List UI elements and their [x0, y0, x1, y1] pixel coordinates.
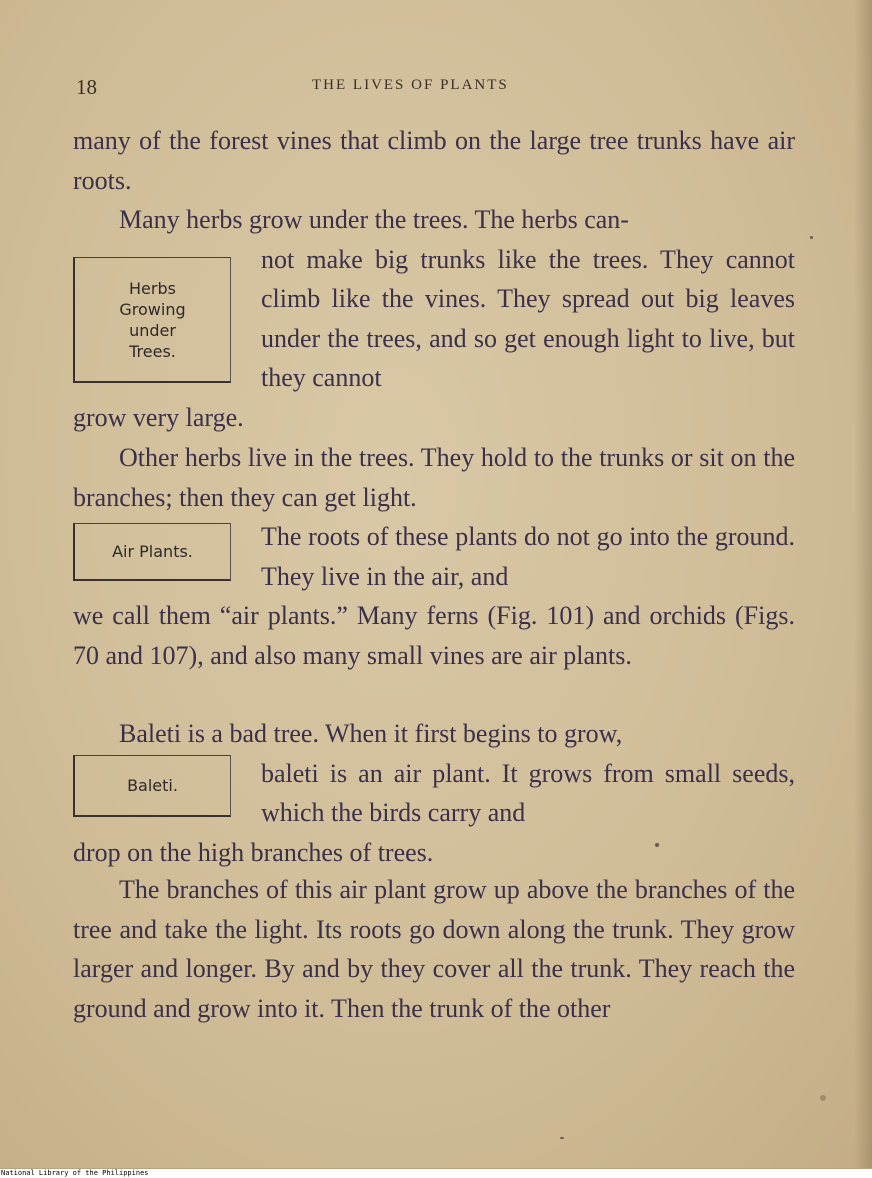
paragraph-3-tail: we call them “air plants.” Many ferns (Fig. 101) and orchids (Figs. 70 and 107), and also many small vines are air plants.: [73, 601, 795, 670]
paragraph-5-text: The branches of this air plant grow up above the branches of the tree and take the light. Its roots go down along the trunk. They grow larger and longer. By and by they cover all the trunk. They reach the ground and grow into it. Then the trunk of the other: [73, 875, 795, 1023]
paragraph-2-tail: grow very large.: [73, 402, 244, 432]
page-edge-shadow: [854, 0, 872, 1168]
paper-speck: [560, 1137, 564, 1139]
paragraph-1-text: many of the forest vines that climb on the large tree trunks have air roots.: [73, 126, 795, 195]
sidenote-baleti: [73, 755, 231, 817]
paper-speck: [655, 843, 659, 847]
library-watermark: National Library of the Philippines: [0, 1169, 872, 1178]
running-title: THE LIVES OF PLANTS: [312, 77, 509, 93]
paragraph-4-tail: drop on the high branches of trees.: [73, 837, 434, 867]
paragraph-4-line1: Baleti is a bad tree. When it first begins to grow,: [119, 719, 623, 748]
sidenote-herbs-text: Herbs Growing under Trees.: [119, 278, 186, 361]
paragraph-1: [73, 121, 795, 200]
paragraph-5: [73, 870, 795, 1028]
sidenote-herbs-growing-under-trees: [73, 257, 231, 383]
paragraph-2-wrapped: not make big trunks like the trees. They cannot climb like the vines. They spread out big leaves under the trees, and so get enough light to live, but they cannot: [261, 244, 795, 393]
sidenote-baleti-text: Baleti.: [127, 776, 178, 795]
paragraph-3-lines: Other herbs live in the trees. They hold to the trunks or sit on the branches; then they can get light.: [73, 443, 795, 512]
sidenote-air-plants-text: Air Plants.: [112, 542, 193, 561]
page-number: 18: [76, 75, 97, 99]
paper-speck: [820, 1095, 826, 1101]
paragraph-3-wrapped: The roots of these plants do not go into the ground. They live in the air, and: [261, 522, 795, 591]
sidenote-air-plants: [73, 523, 231, 581]
paragraph-2-line1: Many herbs grow under the trees. The herbs can-: [119, 205, 629, 234]
paragraph-4-wrapped: baleti is an air plant. It grows from small seeds, which the birds carry and: [261, 758, 795, 828]
page-header: [0, 73, 872, 103]
paper-speck: [810, 236, 813, 239]
